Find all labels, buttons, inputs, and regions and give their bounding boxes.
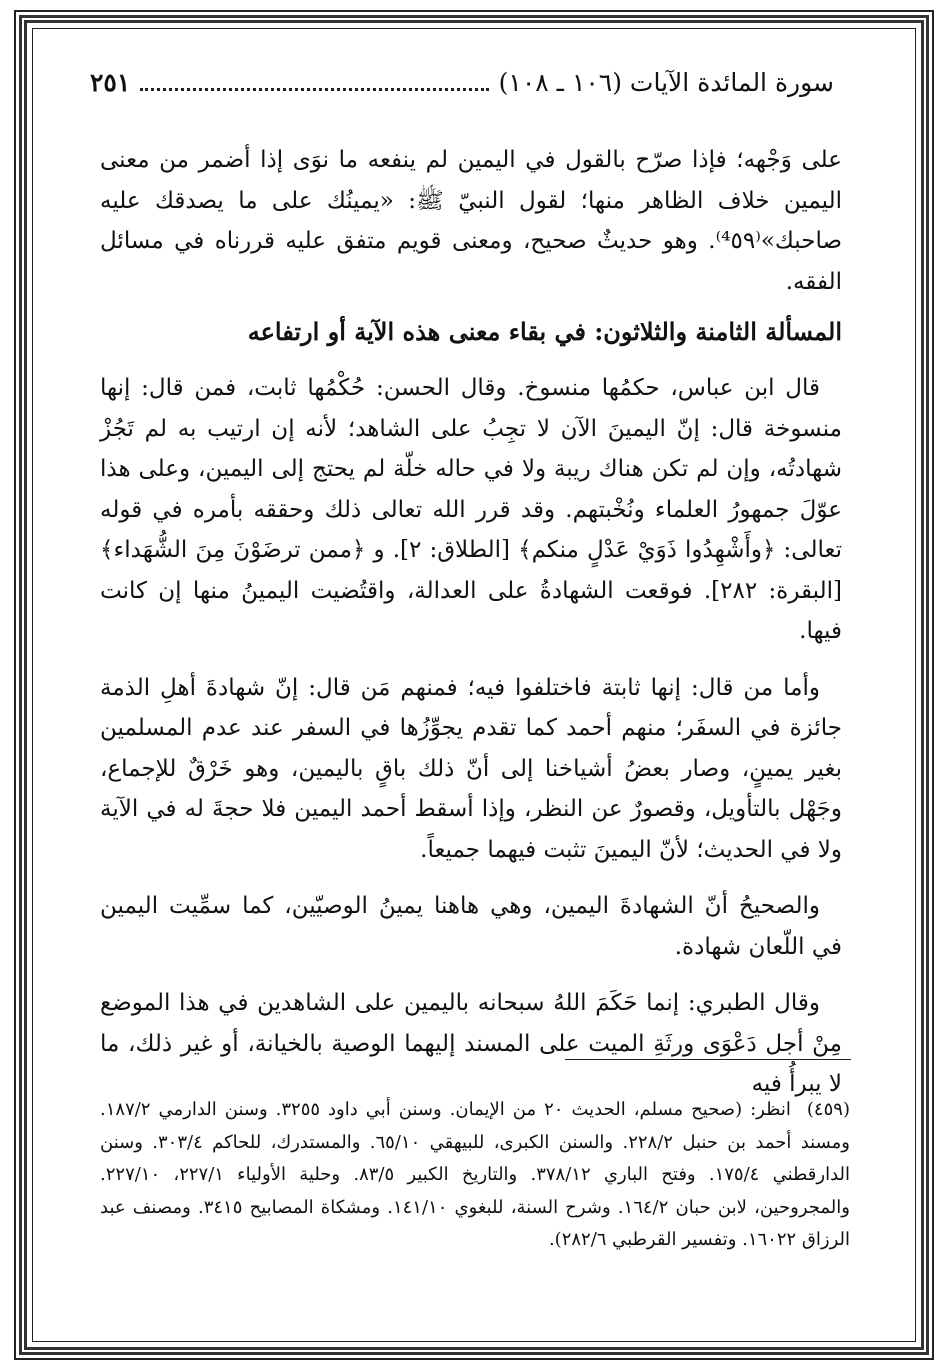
header-dot-leader [140,74,488,91]
paragraph-1: على وَجْهه؛ فإذا صرّح بالقول في اليمين لم ينفعه ما نوَى إذا أضمر من معنى اليمين خلاف الظاهر منها؛ لقول النبيّ ﷺ: «يمينُك على ما يصدقك عليه صاحبك»⁽⁴٥٩⁾. وهو حديثٌ صحيح، ومعنى قويم متفق عليه قررناه في مسائل الفقه. [100,147,842,295]
page-number: ٢٥١ [90,67,131,97]
footnotes [100,1094,850,1257]
footnote-separator [565,1059,851,1060]
section-heading: المسألة الثامنة والثلاثون: في بقاء معنى هذه الآية أو ارتفاعه [247,317,842,346]
paragraph-5: وقال الطبري: إنما حَكَمَ اللهُ سبحانه باليمين على الشاهدين في هذا الموضع مِنْ أجل دَعْوَى ورثَةِ الميت على المسند إليهما الوصية بالخيانة، أو غير ذلك، ما لا يبرأُ فيه [100,990,842,1097]
paragraph-4: والصحيحُ أنّ الشهادةَ اليمين، وهي هاهنا يمينُ الوصيّين، كما سمِّيت اليمين في اللّعان شهادة. [100,893,842,960]
paragraph-3: وأما من قال: إنها ثابتة فاختلفوا فيه؛ فمنهم مَن قال: إنّ شهادةَ أهلِ الذمة جائزة في السفَر؛ منهم أحمد كما تقدم يجوِّزُها في السفر عند عدم المسلمين بغير يمينٍ، وصار بعضُ أشياخنا إلى أنّ ذلك باقٍ باليمين، وهو خَرْقٌ للإجماع، وجَهْل بالتأويل، وقصورٌ عن النظر، وإذا أسقط أحمد اليمين فلا حجةَ له في الآية ولا في الحديث؛ لأنّ اليمينَ تثبت فيهما جميعاً. [100,674,842,863]
running-header [90,62,834,102]
main-text [100,140,842,1121]
paragraph-2: قال ابن عباس، حكمُها منسوخ. وقال الحسن: حُكْمُها ثابت، فمن قال: إنها منسوخة قال: إنّ اليمينَ الآن لا تجِبُ على الشاهد؛ لأنه إن ارتيب به لم تَجُزْ شهادتُه، وإن لم تكن هناك ريبة ولا في حاله خلّة لم يحتج إلى اليمين، وعلى هذا عوّلَ جمهورُ العلماء ونُخْبتهم. وقد قرر الله تعالى ذلك وحققه بأمره في قوله تعالى: ﴿وأَشْهِدُوا ذَوَيْ عَدْلٍ منكم﴾ [الطلاق: ٢]. و ﴿ممن ترضَوْنَ مِنَ الشُّهَداء﴾ [البقرة: ٢٨٢]. فوقعت الشهادةُ على العدالة، واقتُضيت اليمينُ منها إن كانت فيها. [100,375,842,644]
footnote-number: (٤٥٩) [806,1099,850,1120]
header-title: سورة المائدة الآيات (١٠٦ ـ ١٠٨) [498,67,834,97]
footnote-text: انظر: (صحيح مسلم، الحديث ٢٠ من الإيمان. وسنن أبي داود ٣٢٥٥. وسنن الدارمي ١٨٧/٢. ومسند أحمد بن حنبل ٢٢٨/٢. والسنن الكبرى، للبيهقي ٦٥/١٠. والمستدرك، للحاكم ٣٠٣/٤. وسنن الدارقطني ١٧٥/٤. وفتح الباري ٣٧٨/١٢. والتاريخ الكبير ٨٣/٥. وحلية الأولياء ٢٢٧/١، ٢٢٧/١٠. والمجروحين، لابن حبان ١٦٤/٢. وشرح السنة، للبغوي ١٤١/١٠. ومشكاة المصابيح ٣٤١٥. ومصنف عبد الرزاق ١٦٠٢٢. وتفسير القرطبي ٢٨٢/٦). [100,1099,851,1250]
